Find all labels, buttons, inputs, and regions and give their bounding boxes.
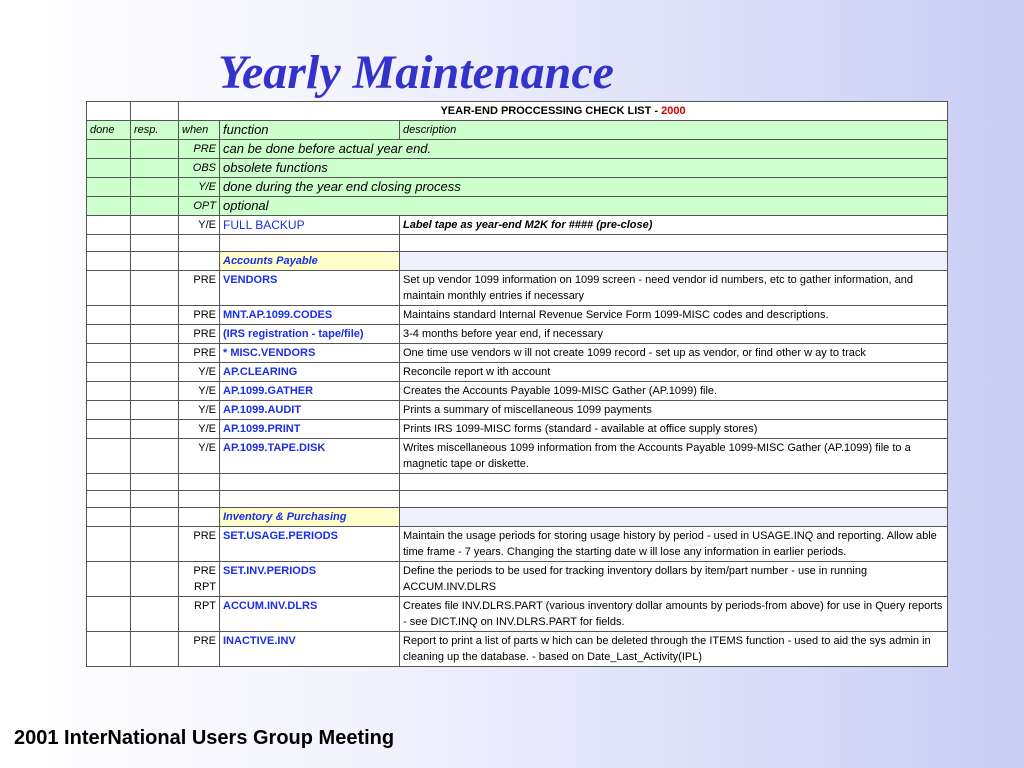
when-cell: PRE <box>179 271 220 306</box>
checklist-heading <box>179 102 948 121</box>
resp-cell <box>131 216 179 235</box>
resp-cell <box>131 527 179 562</box>
done-cell <box>87 197 131 216</box>
description-cell: Maintain the usage periods for storing usage history by period - used in USAGE.INQ and reporting. Allow able time frame - 7 years. Changing the starting date w ill lose any information in earlier periods. <box>400 527 948 562</box>
checklist-heading-text: YEAR-END PROCCESSING CHECK LIST - <box>440 105 662 117</box>
when-cell: PRE <box>179 632 220 667</box>
legend-row <box>87 159 948 178</box>
function-cell: ACCUM.INV.DLRS <box>220 597 400 632</box>
legend-text: optional <box>220 197 948 216</box>
description-cell <box>400 491 948 508</box>
blank-row <box>87 491 948 508</box>
legend-code: OPT <box>179 197 220 216</box>
col-when: when <box>179 121 220 140</box>
slide-title: Yearly Maintenance <box>218 46 614 99</box>
when-cell <box>179 252 220 271</box>
done-cell <box>87 344 131 363</box>
when-cell: PRE <box>179 306 220 325</box>
done-cell <box>87 140 131 159</box>
description-cell: Creates the Accounts Payable 1099-MISC Gather (AP.1099) file. <box>400 382 948 401</box>
function-cell: SET.INV.PERIODS <box>220 562 400 597</box>
when-cell <box>179 235 220 252</box>
done-cell <box>87 235 131 252</box>
blank-row <box>87 235 948 252</box>
done-cell <box>87 597 131 632</box>
table-row <box>87 562 948 597</box>
resp-cell <box>131 159 179 178</box>
footer-text: 2001 InterNational Users Group Meeting <box>14 727 395 749</box>
function-cell: SET.USAGE.PERIODS <box>220 527 400 562</box>
function-cell: AP.CLEARING <box>220 363 400 382</box>
resp-cell <box>131 178 179 197</box>
done-cell <box>87 562 131 597</box>
description-cell: One time use vendors w ill not create 1099 record - set up as vendor, or find other w ay to track <box>400 344 948 363</box>
function-cell: FULL BACKUP <box>220 216 400 235</box>
resp-cell <box>131 420 179 439</box>
description-cell: Maintains standard Internal Revenue Service Form 1099-MISC codes and descriptions. <box>400 306 948 325</box>
description-cell: Define the periods to be used for tracking inventory dollars by item/part number - use in running ACCUM.INV.DLRS <box>400 562 948 597</box>
description-cell: Set up vendor 1099 information on 1099 screen - need vendor id numbers, etc to gather information, and maintain monthly entries if necessary <box>400 271 948 306</box>
function-cell <box>220 474 400 491</box>
resp-cell <box>131 491 179 508</box>
section-label: Inventory & Purchasing <box>220 508 400 527</box>
header-empty-cell <box>131 102 179 121</box>
done-cell <box>87 491 131 508</box>
when-cell: PRE RPT <box>179 562 220 597</box>
legend-text: can be done before actual year end. <box>220 140 948 159</box>
done-cell <box>87 252 131 271</box>
table-row <box>87 527 948 562</box>
when-cell: PRE <box>179 527 220 562</box>
table-row <box>87 216 948 235</box>
legend-row <box>87 140 948 159</box>
table-row <box>87 325 948 344</box>
table-header-row <box>87 102 948 121</box>
legend-code: PRE <box>179 140 220 159</box>
resp-cell <box>131 632 179 667</box>
resp-cell <box>131 363 179 382</box>
done-cell <box>87 306 131 325</box>
resp-cell <box>131 235 179 252</box>
function-cell: * MISC.VENDORS <box>220 344 400 363</box>
header-empty-cell <box>87 102 131 121</box>
checklist-heading-year: 2000 <box>661 105 686 117</box>
function-cell: AP.1099.PRINT <box>220 420 400 439</box>
legend-code: Y/E <box>179 178 220 197</box>
description-cell <box>400 508 948 527</box>
table-row <box>87 363 948 382</box>
table-row <box>87 439 948 474</box>
when-cell: Y/E <box>179 439 220 474</box>
table-row <box>87 597 948 632</box>
description-cell: Report to print a list of parts w hich can be deleted through the ITEMS function - used to aid the sys admin in cleaning up the database. - based on Date_Last_Activity(IPL) <box>400 632 948 667</box>
function-cell: INACTIVE.INV <box>220 632 400 667</box>
done-cell <box>87 382 131 401</box>
col-function: function <box>220 121 400 140</box>
resp-cell <box>131 508 179 527</box>
table-row <box>87 420 948 439</box>
done-cell <box>87 420 131 439</box>
done-cell <box>87 159 131 178</box>
resp-cell <box>131 562 179 597</box>
done-cell <box>87 271 131 306</box>
section-label: Accounts Payable <box>220 252 400 271</box>
done-cell <box>87 325 131 344</box>
done-cell <box>87 216 131 235</box>
when-cell: Y/E <box>179 420 220 439</box>
when-cell: RPT <box>179 597 220 632</box>
description-cell <box>400 474 948 491</box>
legend-row <box>87 197 948 216</box>
done-cell <box>87 401 131 420</box>
done-cell <box>87 508 131 527</box>
description-cell: Prints IRS 1099-MISC forms (standard - available at office supply stores) <box>400 420 948 439</box>
table-row <box>87 344 948 363</box>
function-cell: (IRS registration - tape/file) <box>220 325 400 344</box>
done-cell <box>87 439 131 474</box>
resp-cell <box>131 401 179 420</box>
legend-text: done during the year end closing process <box>220 178 948 197</box>
function-cell <box>220 235 400 252</box>
resp-cell <box>131 474 179 491</box>
resp-cell <box>131 325 179 344</box>
function-cell: MNT.AP.1099.CODES <box>220 306 400 325</box>
done-cell <box>87 178 131 197</box>
description-cell: Label tape as year-end M2K for #### (pre-close) <box>400 216 948 235</box>
function-cell: AP.1099.TAPE.DISK <box>220 439 400 474</box>
description-cell: Prints a summary of miscellaneous 1099 payments <box>400 401 948 420</box>
table-row <box>87 401 948 420</box>
when-cell: Y/E <box>179 401 220 420</box>
function-cell: VENDORS <box>220 271 400 306</box>
resp-cell <box>131 140 179 159</box>
description-cell <box>400 235 948 252</box>
resp-cell <box>131 197 179 216</box>
when-cell: Y/E <box>179 363 220 382</box>
resp-cell <box>131 597 179 632</box>
col-description: description <box>400 121 948 140</box>
resp-cell <box>131 382 179 401</box>
checklist-table <box>86 101 948 667</box>
table-row <box>87 306 948 325</box>
when-cell <box>179 474 220 491</box>
table-row <box>87 382 948 401</box>
done-cell <box>87 632 131 667</box>
resp-cell <box>131 271 179 306</box>
column-header-row <box>87 121 948 140</box>
legend-row <box>87 178 948 197</box>
col-resp: resp. <box>131 121 179 140</box>
description-cell: Writes miscellaneous 1099 information from the Accounts Payable 1099-MISC Gather (AP.1099) file to a magnetic tape or diskette. <box>400 439 948 474</box>
when-cell: Y/E <box>179 216 220 235</box>
when-cell <box>179 508 220 527</box>
description-cell: 3-4 months before year end, if necessary <box>400 325 948 344</box>
function-cell <box>220 491 400 508</box>
description-cell: Reconcile report w ith account <box>400 363 948 382</box>
section-row <box>87 252 948 271</box>
when-cell: PRE <box>179 325 220 344</box>
when-cell <box>179 491 220 508</box>
done-cell <box>87 474 131 491</box>
table-row <box>87 271 948 306</box>
resp-cell <box>131 344 179 363</box>
resp-cell <box>131 439 179 474</box>
description-cell <box>400 252 948 271</box>
table-row <box>87 632 948 667</box>
description-cell: Creates file INV.DLRS.PART (various inventory dollar amounts by periods-from above) for use in Query reports - see DICT.INQ on INV.DLRS.PART for fields. <box>400 597 948 632</box>
function-cell: AP.1099.AUDIT <box>220 401 400 420</box>
done-cell <box>87 363 131 382</box>
legend-text: obsolete functions <box>220 159 948 178</box>
legend-code: OBS <box>179 159 220 178</box>
when-cell: Y/E <box>179 382 220 401</box>
section-row <box>87 508 948 527</box>
when-cell: PRE <box>179 344 220 363</box>
blank-row <box>87 474 948 491</box>
col-done: done <box>87 121 131 140</box>
function-cell: AP.1099.GATHER <box>220 382 400 401</box>
done-cell <box>87 527 131 562</box>
resp-cell <box>131 252 179 271</box>
resp-cell <box>131 306 179 325</box>
